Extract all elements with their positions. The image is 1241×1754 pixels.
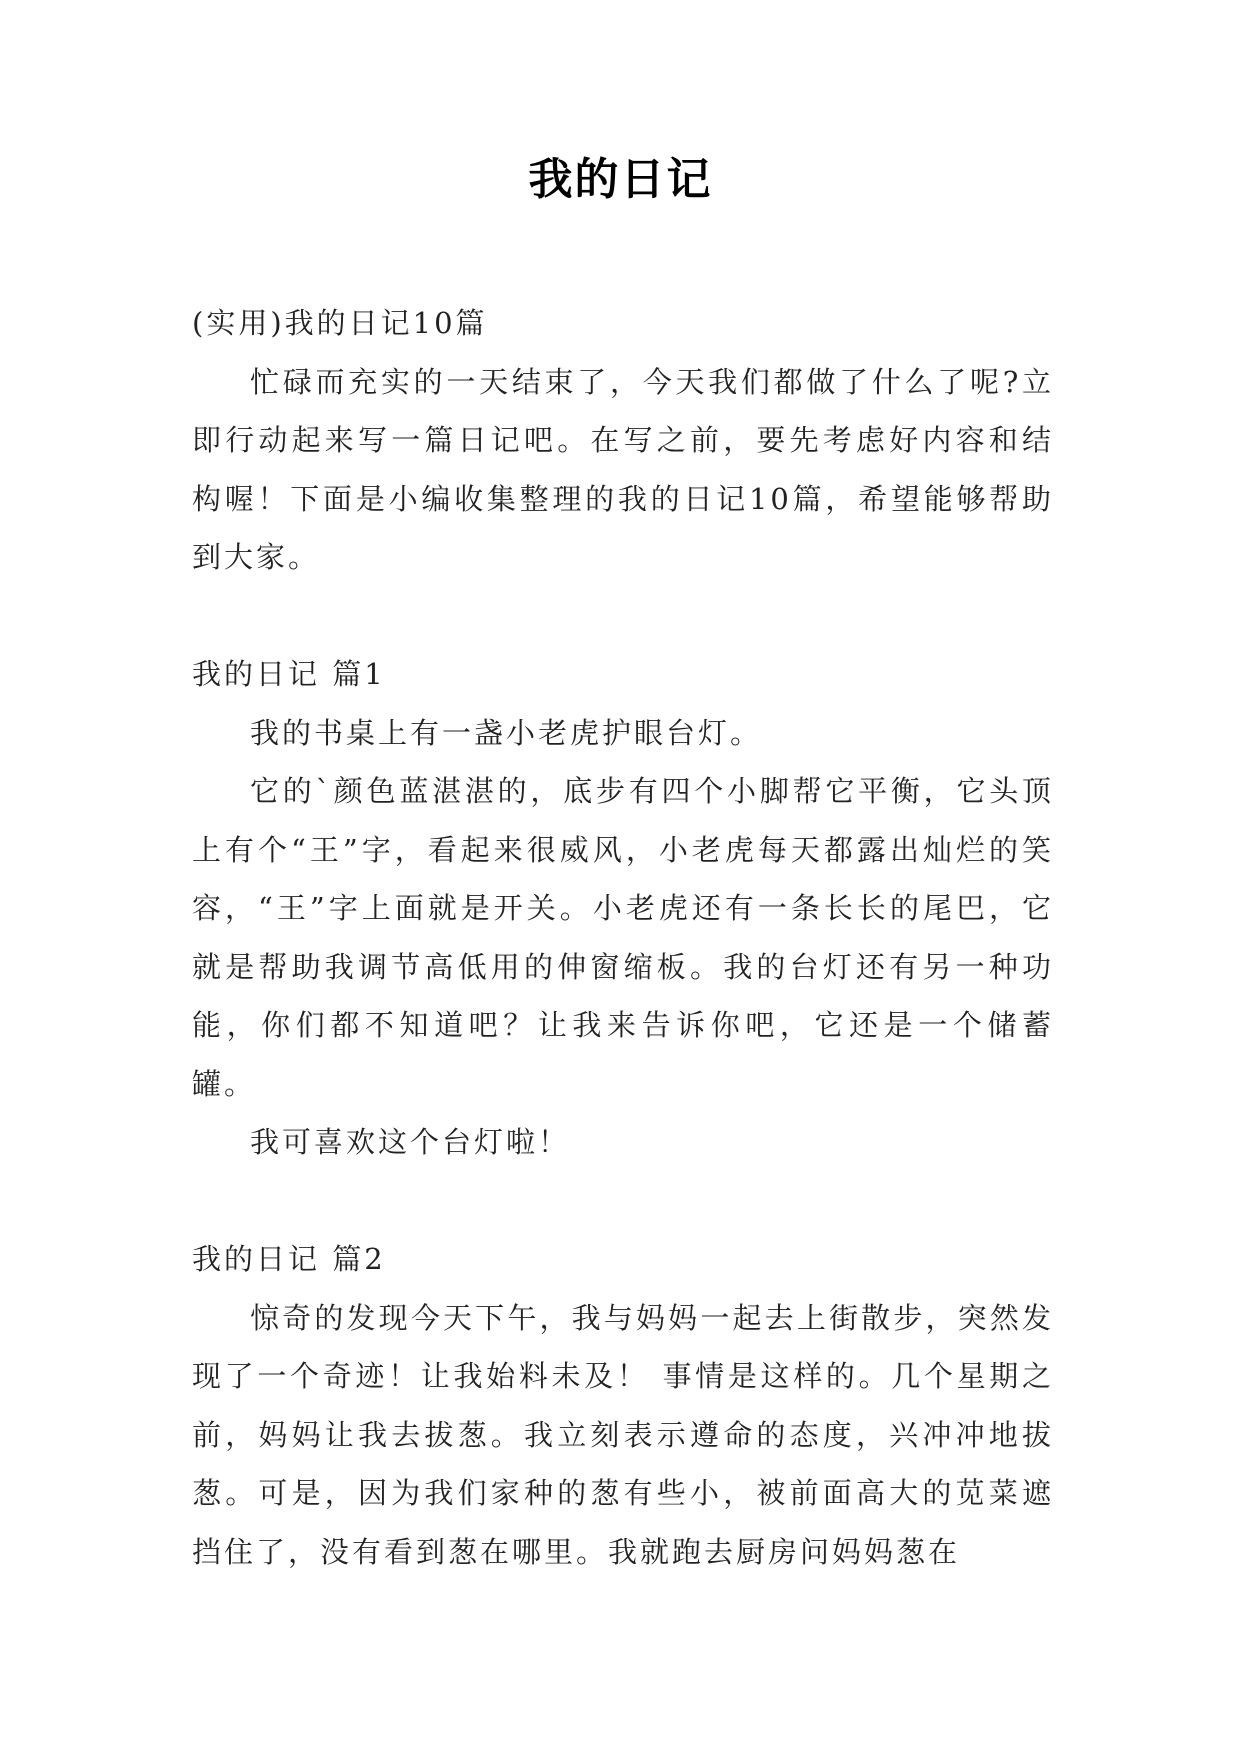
intro-paragraph: 忙碌而充实的一天结束了，今天我们都做了什么了呢?立即行动起来写一篇日记吧。在写之前，要先考虑好内容和结构喔！下面是小编收集整理的我的日记10篇，希望能够帮助到大家。: [192, 364, 1054, 574]
entry-heading: 我的日记 篇1: [192, 657, 386, 691]
entry-paragraph: 我的书桌上有一盏小老虎护眼台灯。: [250, 715, 763, 750]
entry-paragraph: 它的`颜色蓝湛湛的，底步有四个小脚帮它平衡，它头顶上有个“王”字，看起来很威风，小老虎每天都露出灿烂的笑容，“王”字上面就是开关。小老虎还有一条长长的尾巴，它就是帮助我调节高低用的伸窗缩板。我的台灯还有另一种功能，你们都不知道吧？让我来告诉你吧，它还是一个储蓄罐。: [192, 774, 1054, 1101]
document-title: 我的日记: [528, 154, 713, 205]
document-subtitle: (实用)我的日记10篇: [192, 306, 488, 340]
section-spacer: [192, 1172, 1054, 1231]
section-spacer: [192, 587, 1054, 646]
entry-heading: 我的日记 篇2: [192, 1242, 386, 1276]
entry-paragraph: 我可喜欢这个台灯啦！: [250, 1125, 571, 1159]
entry-paragraph: 惊奇的发现今天下午，我与妈妈一起去上街散步，突然发现了一个奇迹！让我始料未及！ 事情是这样的。几个星期之前，妈妈让我去拔葱。我立刻表示遵命的态度，兴冲冲地拔葱。可是，因为我们家种的葱有些小，被前面高大的苋菜遮挡住了，没有看到葱在哪里。我就跑去厨房问妈妈葱在: [192, 1300, 1054, 1569]
document-body: [192, 294, 1054, 1581]
